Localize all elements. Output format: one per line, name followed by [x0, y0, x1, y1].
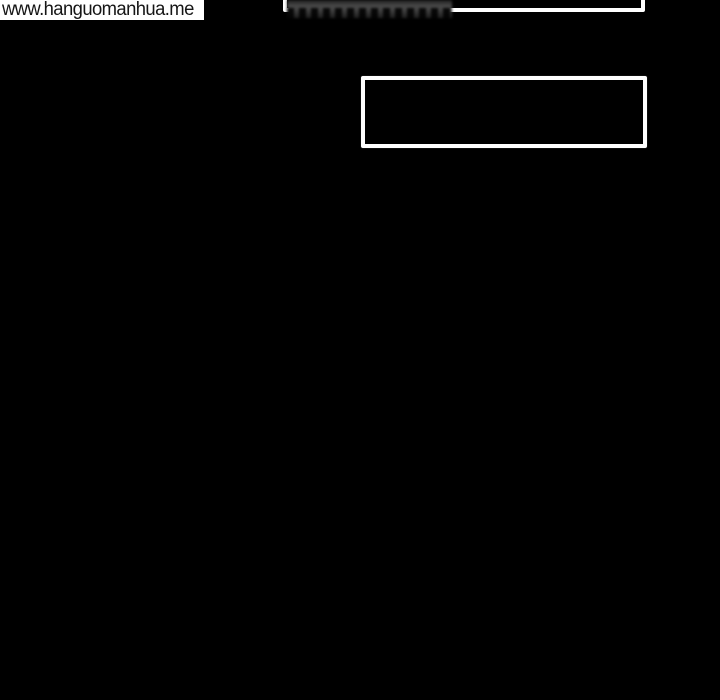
watermark-bar	[0, 0, 204, 20]
empty-speech-box	[361, 76, 647, 148]
blurred-text-remnant	[287, 0, 452, 19]
watermark-text: www.hanguomanhua.me	[1, 0, 194, 20]
